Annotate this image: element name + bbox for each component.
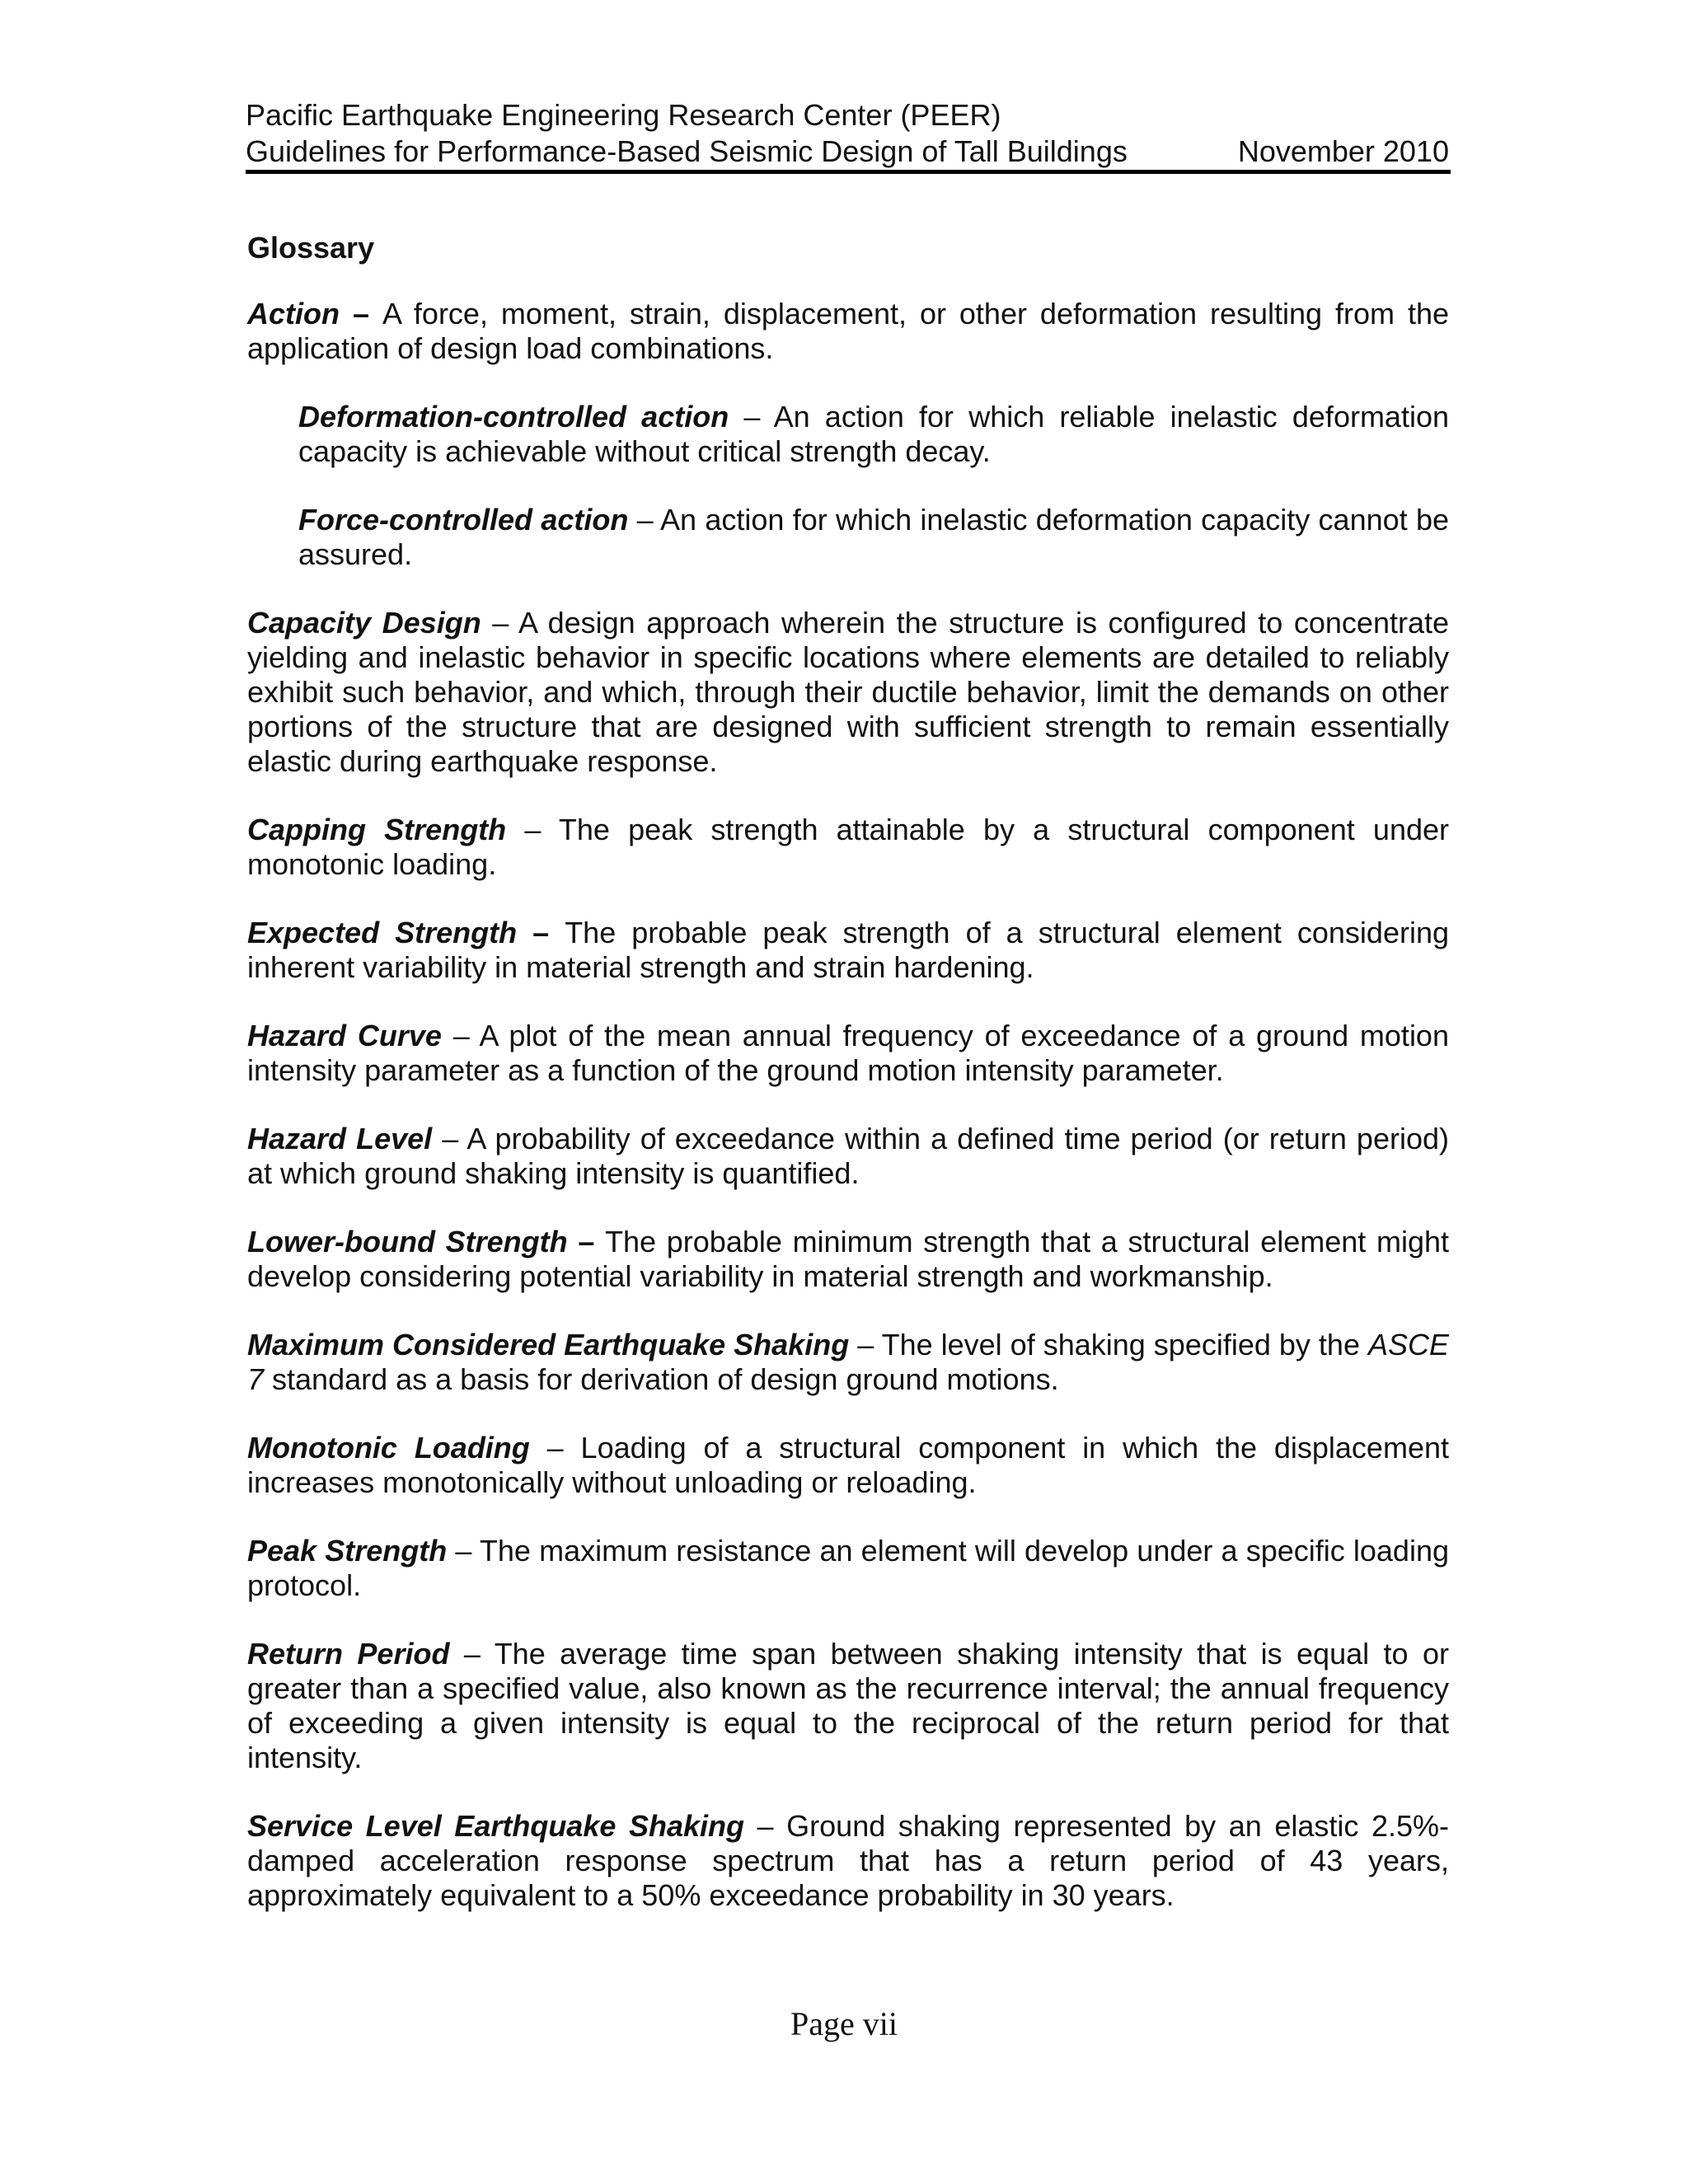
page-number: Page vii [790,2005,898,2042]
header-row [246,134,1449,170]
term-separator: – [517,916,565,949]
glossary-definition: A plot of the mean annual frequency of exceedance of a ground motion intensity parameter as a function of the ground motion intensity parameter. [247,1019,1449,1087]
glossary-definition: A probability of exceedance within a defined time period (or return period) at which ground shaking intensity is quantified. [247,1122,1449,1190]
term-separator: – [729,400,774,434]
term-separator: – [529,1431,581,1465]
page-header [246,97,1449,170]
glossary-term: Return Period [247,1637,450,1671]
glossary-entry-lower-bound-strength [247,1225,1449,1294]
glossary-term: Force-controlled action [298,503,629,537]
glossary-entry-capacity-design [247,606,1449,779]
glossary-entry-return-period [247,1637,1449,1775]
glossary-entry-expected-strength [247,916,1449,985]
glossary-entry-hazard-level [247,1122,1449,1191]
header-document-title: Guidelines for Performance-Based Seismic Design of Tall Buildings [246,134,1128,168]
term-separator: – [628,503,661,537]
glossary-definition: The probable peak strength of a structural element considering inherent variability in material strength and strain hardening. [247,916,1449,984]
glossary-term: Lower-bound Strength [247,1225,568,1258]
term-separator: – [743,1809,787,1843]
glossary-definition: Ground shaking represented by an elastic 2.5%-damped acceleration response spectrum that has a return period of 43 years, approximately equivalent to a 50% exceedance probability in 30 years. [247,1809,1450,1912]
glossary-definition: A design approach wherein the structure is configured to concentrate yielding and inelastic behavior in specific locations where elements are detailed to reliably exhibit such behavior, and which, through their ductile behavior, limit the demands on other portions of the structure that are designed with sufficient strength to remain essentially elastic during earthquake response. [247,606,1450,778]
glossary-entry-peak-strength [247,1534,1449,1603]
glossary-definition: The probable minimum strength that a structural element might develop considering potential variability in material strength and workmanship. [247,1225,1449,1293]
glossary-term: Hazard Level [247,1122,433,1155]
term-separator: – [567,1225,606,1258]
term-separator: – [506,813,559,846]
glossary-term: Peak Strength [247,1534,448,1568]
header-organization: Pacific Earthquake Engineering Research Center (PEER) [246,98,1001,132]
glossary-entry-deformation-controlled-action [298,400,1449,469]
glossary-definition: The maximum resistance an element will develop under a specific loading protocol. [247,1534,1449,1602]
glossary-definition: The peak strength attainable by a structural component under monotonic loading. [247,813,1449,881]
term-separator: – [340,297,382,330]
glossary-term: Deformation-controlled action [298,400,729,434]
glossary-term: Expected Strength [247,916,518,949]
glossary-term: Action [247,297,340,330]
standard-reference: ASCE 7 [247,1328,1450,1396]
glossary-term: Service Level Earthquake Shaking [247,1809,744,1843]
term-separator: – [441,1019,480,1052]
glossary-term: Hazard Curve [247,1019,442,1052]
glossary-term: Monotonic Loading [247,1431,530,1465]
glossary-heading: Glossary [247,231,375,265]
glossary-definition: The level of shaking specified by the [881,1328,1368,1361]
glossary-entry-service-level-earthquake-shaking [247,1809,1449,1913]
glossary-term: Maximum Considered Earthquake Shaking [247,1328,850,1361]
glossary-section [247,231,1449,1947]
glossary-definition: A force, moment, strain, displacement, or other deformation resulting from the application of design load combinations. [247,297,1449,365]
glossary-term: Capacity Design [247,606,481,640]
glossary-definition: An action for which inelastic deformation capacity cannot be assured. [298,503,1449,571]
header-date: November 2010 [1237,134,1449,168]
term-separator: – [449,1637,495,1671]
glossary-definition-continued: standard as a basis for derivation of design ground motions. [264,1362,1059,1396]
glossary-definition: An action for which reliable inelastic deformation capacity is achievable without critical strength decay. [298,400,1450,468]
term-separator: – [432,1122,467,1155]
glossary-entry-force-controlled-action [298,503,1449,572]
glossary-entry-hazard-curve [247,1019,1449,1088]
term-separator: – [849,1328,882,1361]
glossary-entry-capping-strength [247,813,1449,882]
glossary-definition: The average time span between shaking intensity that is equal to or greater than a specified value, also known as the recurrence interval; the annual frequency of exceeding a given intensity is equal to the reciprocal of the return period for that intensity. [247,1637,1449,1774]
header-divider [246,170,1451,174]
glossary-entry-monotonic-loading [247,1431,1449,1500]
glossary-definition: Loading of a structural component in which the displacement increases monotonically without unloading or reloading. [247,1431,1449,1499]
term-separator: – [447,1534,480,1568]
glossary-entry-action [247,297,1449,366]
glossary-term: Capping Strength [247,813,507,846]
glossary-entry-maximum-considered-earthquake-shaking [247,1328,1449,1397]
term-separator: – [481,606,518,640]
